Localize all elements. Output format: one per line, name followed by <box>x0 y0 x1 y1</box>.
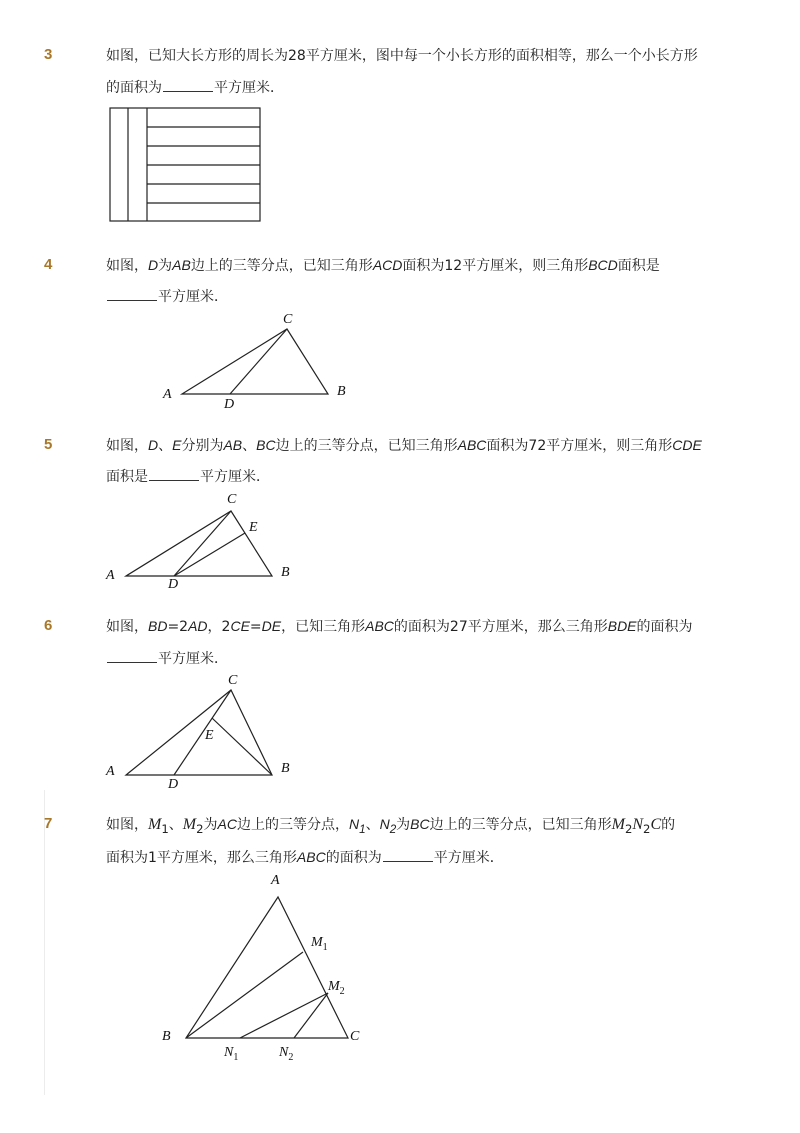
text-seg: 、 <box>158 438 173 454</box>
figure-3-rectangles <box>110 108 260 221</box>
label-sub-2: 2 <box>288 1052 294 1063</box>
label-B: B <box>281 565 290 580</box>
text-seg: 分别为 <box>181 438 224 454</box>
label-N: N <box>224 1045 234 1060</box>
segment-N2M2 <box>294 993 328 1038</box>
text-seg: = <box>249 619 262 635</box>
var-ACD: ACD <box>372 257 403 273</box>
var-BCD: BCD <box>588 257 618 273</box>
label-M: M <box>328 979 340 994</box>
label-M: M <box>311 935 323 950</box>
var-N2: N <box>632 816 644 833</box>
figure-4-triangle <box>182 329 328 394</box>
problem-3-line2-prefix: 的面积为 <box>106 80 162 96</box>
label-D: D <box>168 577 179 592</box>
text-seg: 为 <box>203 817 218 833</box>
label-C: C <box>350 1029 360 1044</box>
label-D: D <box>168 777 179 792</box>
var-BC: BC <box>410 816 430 832</box>
problem-7-number: 7 <box>44 815 53 832</box>
var-E: E <box>172 437 182 453</box>
problem-5-number: 5 <box>44 436 53 453</box>
problem-4-number: 4 <box>44 256 53 273</box>
var-N1: N <box>348 816 360 832</box>
var-BC: BC <box>256 437 276 453</box>
text-seg: 的面积为27平方厘米，那么三角形 <box>393 619 608 635</box>
segment-N1M2 <box>240 993 328 1038</box>
text-seg: 面积为1平方厘米，那么三角形 <box>106 850 297 866</box>
text-seg: 的 <box>661 817 676 833</box>
text-seg: 为 <box>158 258 173 274</box>
segment-CD <box>230 329 287 394</box>
label-A: A <box>106 764 115 779</box>
label-C: C <box>228 673 238 688</box>
label-B: B <box>162 1029 171 1044</box>
var-BDE: BDE <box>607 618 637 634</box>
var-ABC: ABC <box>457 437 487 453</box>
text-seg: 平方厘米． <box>158 289 228 305</box>
label-sub-2: 2 <box>339 986 345 997</box>
var-ABC: ABC <box>296 849 326 865</box>
text-seg: 的面积为 <box>325 850 382 866</box>
text-seg: 如图， <box>106 619 148 635</box>
var-N2: N <box>379 816 390 832</box>
sub-2: 2 <box>389 822 397 836</box>
var-AB: AB <box>223 437 243 453</box>
var-BD: BD <box>148 618 168 634</box>
var-AC: AC <box>217 816 237 832</box>
var-M1: M <box>148 816 162 833</box>
text-seg: ，2 <box>207 619 231 635</box>
text-seg: 平方厘米． <box>433 850 504 866</box>
triangle-ABC <box>182 329 328 394</box>
text-seg: 边上的三等分点， <box>236 817 349 833</box>
text-seg: 、 <box>242 438 257 454</box>
segment-CD <box>174 690 231 775</box>
label-M1 <box>310 935 328 953</box>
segment-CD <box>174 511 231 576</box>
label-N2 <box>278 1045 293 1063</box>
var-M2: M <box>182 816 197 833</box>
label-D: D <box>224 397 235 412</box>
label-B: B <box>281 761 290 776</box>
text-seg: 如图， <box>106 258 148 274</box>
label-A: A <box>163 387 172 402</box>
text-seg: 边上的三等分点，已知三角形 <box>275 438 458 454</box>
label-B: B <box>337 384 346 399</box>
var-D: D <box>148 257 159 273</box>
segment-BE <box>212 718 272 775</box>
label-A: A <box>271 873 280 888</box>
figure-7-triangle <box>186 897 348 1038</box>
var-AD: AD <box>188 618 208 634</box>
var-M2: M <box>611 816 625 833</box>
triangle-ABC <box>126 690 272 775</box>
sub-2: 2 <box>196 821 204 836</box>
var-ABC: ABC <box>365 618 394 634</box>
text-seg: 边上的三等分点，已知三角形 <box>429 817 612 833</box>
label-C: C <box>283 312 293 327</box>
sub-1: 1 <box>359 822 366 836</box>
text-seg: 平方厘米． <box>200 469 270 485</box>
text-seg: 的面积为 <box>636 619 693 635</box>
label-E: E <box>249 520 258 535</box>
problem-6-number: 6 <box>44 617 53 634</box>
label-C: C <box>227 492 237 507</box>
sub-2: 2 <box>643 821 651 836</box>
text-seg: 平方厘米． <box>158 651 228 667</box>
var-DE: DE <box>261 618 282 634</box>
text-seg: 、 <box>365 817 380 833</box>
triangle-ABC <box>186 897 348 1038</box>
text-seg: 面积为12平方厘米，则三角形 <box>402 258 589 274</box>
label-sub-1: 1 <box>233 1052 239 1063</box>
sub-2: 2 <box>624 821 633 836</box>
text-seg: 为 <box>396 817 411 833</box>
var-CE: CE <box>230 618 250 634</box>
text-seg: 面积是 <box>617 258 660 274</box>
var-AB: AB <box>172 257 191 273</box>
label-sub-1: 1 <box>322 942 328 953</box>
text-seg: 边上的三等分点，已知三角形 <box>190 258 373 274</box>
text-seg: 、 <box>168 817 183 833</box>
text-seg: =2 <box>167 619 189 635</box>
sub-1: 1 <box>161 821 169 836</box>
label-E: E <box>205 728 214 743</box>
problem-3-line2-suffix: 平方厘米． <box>214 80 284 96</box>
problem-3-line1: 如图，已知大长方形的周长为28平方厘米，图中每一个小长方形的面积相等，那么一个小长方形 <box>106 48 698 64</box>
text-seg: 如图， <box>106 438 148 454</box>
label-M2 <box>327 979 345 997</box>
figure-6-triangle <box>126 690 272 775</box>
text-seg: 如图， <box>106 817 148 833</box>
label-N1 <box>223 1045 238 1063</box>
text-seg: 面积是 <box>106 469 148 485</box>
var-CDE: CDE <box>672 437 702 453</box>
text-seg: ，已知三角形 <box>281 619 366 635</box>
problem-3-number: 3 <box>44 46 53 63</box>
segment-BM1 <box>186 952 303 1038</box>
label-N: N <box>279 1045 289 1060</box>
text-seg: 面积为72平方厘米，则三角形 <box>486 438 673 454</box>
var-C: C <box>650 816 662 833</box>
label-A: A <box>106 568 115 583</box>
var-D: D <box>148 437 159 453</box>
